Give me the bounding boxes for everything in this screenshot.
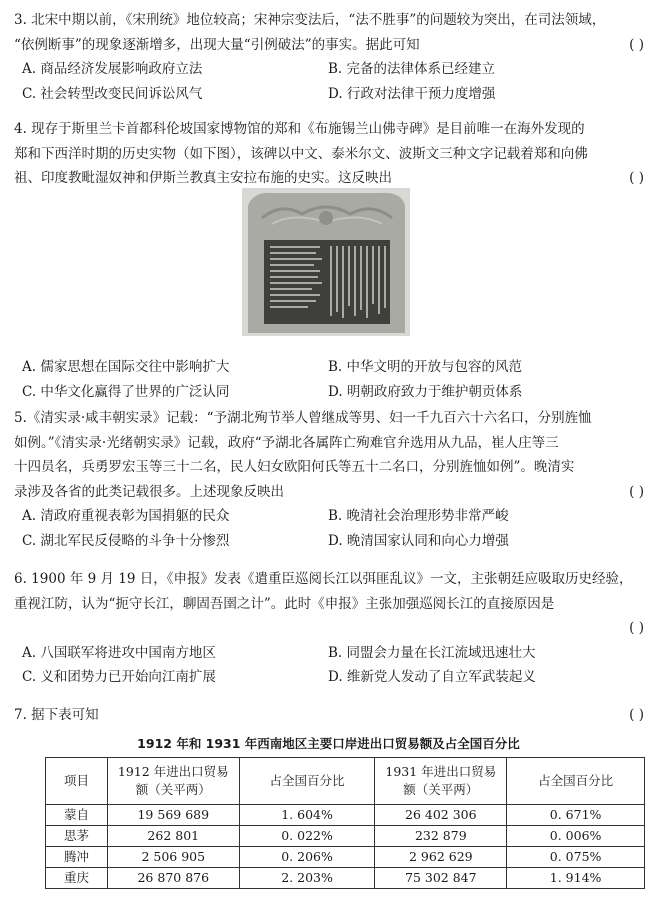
question-7-line-1: 7. 据下表可知: [14, 707, 99, 723]
option-c[interactable]: C. 义和团势力已开始向江南扩展: [22, 669, 216, 685]
stele-photo: [242, 188, 410, 336]
cell-percent: 0. 022%: [239, 826, 375, 847]
question-4-options: [14, 355, 644, 404]
question-5-answer-bracket[interactable]: ( ): [629, 483, 644, 500]
question-3-answer-bracket[interactable]: ( ): [629, 36, 644, 53]
cell-percent: 0. 075%: [507, 847, 645, 868]
question-6-answer-bracket[interactable]: ( ): [629, 620, 644, 636]
cell-value: 26 402 306: [375, 805, 507, 826]
cell-port: 腾冲: [46, 847, 108, 868]
question-3-stem: [14, 8, 644, 57]
header-1931-value: 1931 年进出口贸易额（关平两）: [375, 758, 507, 805]
cell-percent: 1. 604%: [239, 805, 375, 826]
option-a[interactable]: A. 清政府重视表彰为国捐躯的民众: [22, 508, 230, 524]
cell-percent: 1. 914%: [507, 868, 645, 889]
option-d[interactable]: D. 明朝政府致力于维护朝贡体系: [328, 383, 523, 400]
option-a[interactable]: A. 八国联军将进攻中国南方地区: [22, 644, 216, 661]
question-5-stem: [14, 406, 644, 504]
question-5: [14, 406, 644, 553]
cell-port: 蒙自: [46, 805, 108, 826]
question-4-answer-bracket[interactable]: ( ): [629, 170, 644, 186]
option-a[interactable]: A. 商品经济发展影响政府立法: [22, 61, 203, 77]
question-6-line-1: 6. 1900 年 9 月 19 日，《申报》发表《遣重臣巡阅长江以弭匪乱议》一文，主张朝廷应吸取历史经验，: [14, 571, 633, 587]
header-1931-percent: 占全国百分比: [507, 758, 645, 805]
question-6-line-2: 重视江防，认为“扼守长江，聊固吾圉之计”。此时《申报》主张加强巡阅长江的直接原因是: [14, 595, 555, 612]
cell-percent: 0. 006%: [507, 826, 645, 847]
question-6: [14, 567, 644, 690]
option-b[interactable]: B. 完备的法律体系已经建立: [328, 61, 496, 77]
option-d[interactable]: D. 晚清国家认同和向心力增强: [328, 532, 509, 549]
question-4-stem: [14, 117, 644, 191]
option-c[interactable]: C. 中华文化赢得了世界的广泛认同: [22, 383, 230, 400]
cell-percent: 0. 206%: [239, 847, 375, 868]
question-5-line-1: 5.《清实录·咸丰朝实录》记载：“予湖北殉节举人曾继成等男、妇一千九百六十六名口，分别旌恤: [14, 410, 592, 426]
question-5-line-2: 如例。”《清实录·光绪朝实录》记载，政府“予湖北各属阵亡殉难官弁选用从九品，崔人庄等三: [14, 434, 559, 451]
cell-value: 2 962 629: [375, 847, 507, 868]
question-3-options: [14, 57, 644, 106]
question-7: [14, 703, 644, 728]
option-d[interactable]: D. 维新党人发动了自立军武装起义: [328, 669, 536, 685]
table-header-row: [46, 758, 645, 805]
cell-percent: 0. 671%: [507, 805, 645, 826]
question-7-answer-bracket[interactable]: ( ): [629, 707, 644, 723]
cell-port: 重庆: [46, 868, 108, 889]
option-c[interactable]: C. 社会转型改变民间诉讼风气: [22, 85, 203, 102]
cell-value: 26 870 876: [107, 868, 239, 889]
cell-percent: 2. 203%: [239, 868, 375, 889]
option-b[interactable]: B. 同盟会力量在长江流域迅速壮大: [328, 644, 536, 661]
header-1912-value: 1912 年进出口贸易额（关平两）: [107, 758, 239, 805]
cell-value: 262 801: [107, 826, 239, 847]
question-3: [14, 8, 644, 106]
stele-image: [242, 188, 410, 336]
cell-value: 75 302 847: [375, 868, 507, 889]
question-4-options-block: [14, 355, 644, 404]
table-row: [46, 868, 645, 889]
question-4-line-2: 郑和下西洋时期的历史实物（如下图），该碑以中文、泰米尔文、波斯文三种文字记载着郑和向佛: [14, 145, 588, 162]
option-d[interactable]: D. 行政对法律干预力度增强: [328, 85, 496, 102]
header-item: 项目: [46, 758, 108, 805]
cell-value: 19 569 689: [107, 805, 239, 826]
cell-value: 232 879: [375, 826, 507, 847]
question-3-line-1: 3. 北宋中期以前，《宋刑统》地位较高；宋神宗变法后，“法不胜事”的问题较为突出，在司法领域，: [14, 12, 606, 28]
question-4-line-1: 4. 现存于斯里兰卡首都科伦坡国家博物馆的郑和《布施锡兰山佛寺碑》是目前唯一在海外发现的: [14, 121, 585, 137]
question-4: [14, 117, 644, 191]
question-4-line-3: 祖、印度教毗湿奴神和伊斯兰教真主安拉布施的史实。这反映出: [14, 170, 392, 186]
question-6-options: [14, 641, 644, 690]
question-3-line-2: “依例断事”的现象逐渐增多，出现大量“引例破法”的事实。据此可知: [14, 36, 420, 53]
table-title: 1912 年和 1931 年西南地区主要口岸进出口贸易额及占全国百分比: [137, 736, 520, 751]
table-row: [46, 826, 645, 847]
question-5-line-4: 录涉及各省的此类记载很多。上述现象反映出: [14, 483, 284, 500]
trade-table: [45, 757, 645, 889]
option-b[interactable]: B. 晚清社会治理形势非常严峻: [328, 508, 509, 524]
question-6-stem: [14, 567, 644, 641]
header-1912-percent: 占全国百分比: [239, 758, 375, 805]
question-5-options: [14, 504, 644, 553]
option-a[interactable]: A. 儒家思想在国际交往中影响扩大: [22, 359, 230, 375]
cell-port: 思茅: [46, 826, 108, 847]
option-c[interactable]: C. 湖北军民反侵略的斗争十分惨烈: [22, 532, 230, 549]
cell-value: 2 506 905: [107, 847, 239, 868]
option-b[interactable]: B. 中华文明的开放与包容的风范: [328, 359, 523, 375]
table-row: [46, 847, 645, 868]
table-row: [46, 805, 645, 826]
question-5-line-3: 十四员名，兵勇罗宏玉等三十二名，民人妇女欧阳何氏等五十二名口，分别旌恤如例”。晚清实: [14, 459, 575, 475]
